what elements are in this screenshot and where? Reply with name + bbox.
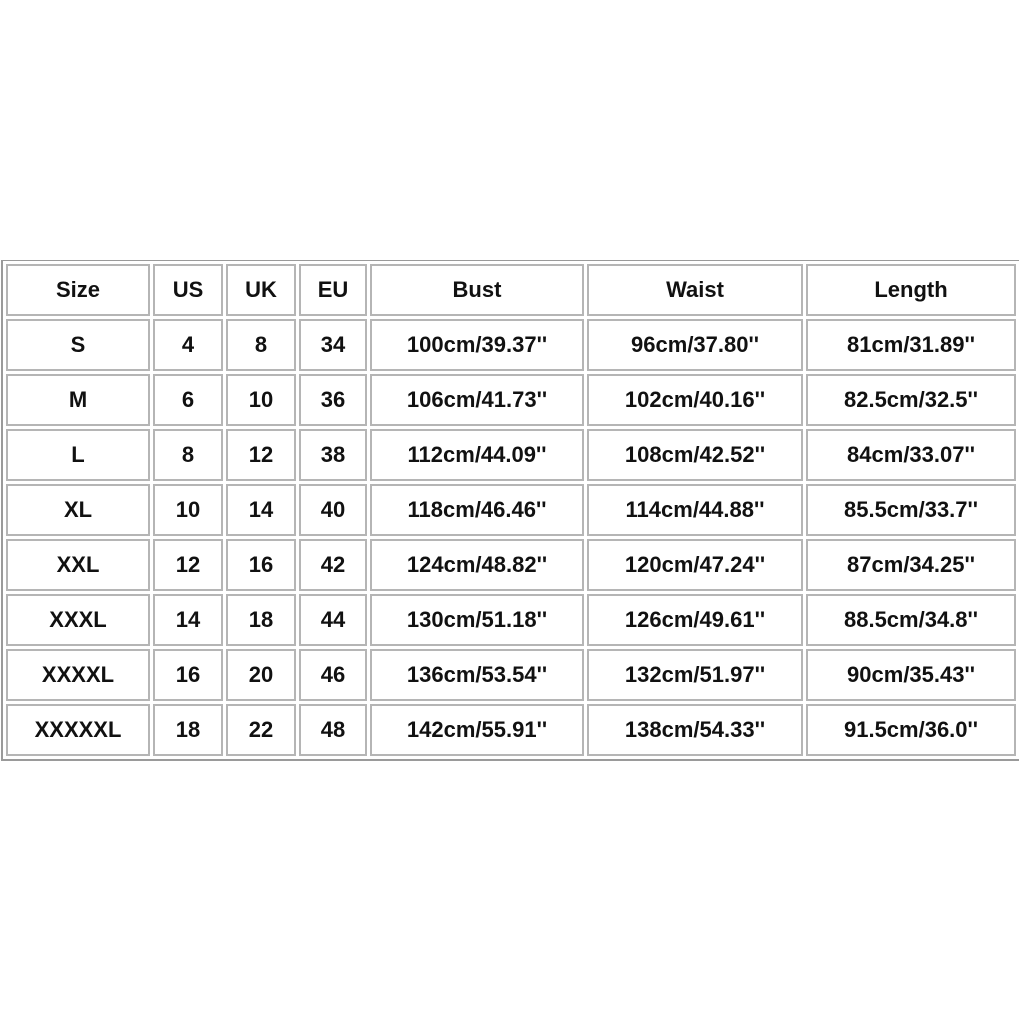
table-row bbox=[6, 484, 1016, 536]
cell-uk: 18 bbox=[226, 594, 296, 646]
cell-us: 4 bbox=[153, 319, 223, 371]
cell-eu: 42 bbox=[299, 539, 367, 591]
cell-waist: 96cm/37.80'' bbox=[587, 319, 803, 371]
cell-us: 12 bbox=[153, 539, 223, 591]
cell-uk: 12 bbox=[226, 429, 296, 481]
cell-length: 82.5cm/32.5'' bbox=[806, 374, 1016, 426]
cell-waist: 114cm/44.88'' bbox=[587, 484, 803, 536]
header-length: Length bbox=[806, 264, 1016, 316]
cell-waist: 120cm/47.24'' bbox=[587, 539, 803, 591]
cell-length: 88.5cm/34.8'' bbox=[806, 594, 1016, 646]
cell-bust: 130cm/51.18'' bbox=[370, 594, 584, 646]
cell-eu: 48 bbox=[299, 704, 367, 756]
cell-uk: 22 bbox=[226, 704, 296, 756]
table-row bbox=[6, 374, 1016, 426]
header-eu: EU bbox=[299, 264, 367, 316]
cell-uk: 20 bbox=[226, 649, 296, 701]
cell-length: 84cm/33.07'' bbox=[806, 429, 1016, 481]
cell-waist: 102cm/40.16'' bbox=[587, 374, 803, 426]
cell-eu: 40 bbox=[299, 484, 367, 536]
cell-bust: 106cm/41.73'' bbox=[370, 374, 584, 426]
cell-eu: 46 bbox=[299, 649, 367, 701]
header-uk: UK bbox=[226, 264, 296, 316]
cell-us: 6 bbox=[153, 374, 223, 426]
cell-size: S bbox=[6, 319, 150, 371]
size-chart-body bbox=[6, 319, 1016, 756]
header-size: Size bbox=[6, 264, 150, 316]
cell-length: 87cm/34.25'' bbox=[806, 539, 1016, 591]
cell-bust: 112cm/44.09'' bbox=[370, 429, 584, 481]
table-row bbox=[6, 594, 1016, 646]
cell-bust: 118cm/46.46'' bbox=[370, 484, 584, 536]
header-bust: Bust bbox=[370, 264, 584, 316]
cell-us: 18 bbox=[153, 704, 223, 756]
header-waist: Waist bbox=[587, 264, 803, 316]
cell-us: 16 bbox=[153, 649, 223, 701]
cell-length: 91.5cm/36.0'' bbox=[806, 704, 1016, 756]
cell-bust: 142cm/55.91'' bbox=[370, 704, 584, 756]
cell-length: 90cm/35.43'' bbox=[806, 649, 1016, 701]
table-row bbox=[6, 319, 1016, 371]
cell-bust: 124cm/48.82'' bbox=[370, 539, 584, 591]
cell-eu: 36 bbox=[299, 374, 367, 426]
table-row bbox=[6, 704, 1016, 756]
cell-size: L bbox=[6, 429, 150, 481]
table-row bbox=[6, 429, 1016, 481]
table-row bbox=[6, 539, 1016, 591]
cell-waist: 126cm/49.61'' bbox=[587, 594, 803, 646]
cell-us: 8 bbox=[153, 429, 223, 481]
cell-eu: 34 bbox=[299, 319, 367, 371]
cell-uk: 14 bbox=[226, 484, 296, 536]
cell-uk: 10 bbox=[226, 374, 296, 426]
cell-us: 10 bbox=[153, 484, 223, 536]
cell-size: XXL bbox=[6, 539, 150, 591]
cell-size: XXXXXL bbox=[6, 704, 150, 756]
cell-size: XXXXL bbox=[6, 649, 150, 701]
cell-uk: 8 bbox=[226, 319, 296, 371]
cell-size: M bbox=[6, 374, 150, 426]
cell-waist: 132cm/51.97'' bbox=[587, 649, 803, 701]
size-chart-table bbox=[1, 260, 1019, 761]
cell-size: XL bbox=[6, 484, 150, 536]
cell-waist: 108cm/42.52'' bbox=[587, 429, 803, 481]
cell-length: 81cm/31.89'' bbox=[806, 319, 1016, 371]
table-row bbox=[6, 649, 1016, 701]
cell-waist: 138cm/54.33'' bbox=[587, 704, 803, 756]
cell-us: 14 bbox=[153, 594, 223, 646]
table-header-row bbox=[6, 264, 1016, 316]
header-us: US bbox=[153, 264, 223, 316]
cell-size: XXXL bbox=[6, 594, 150, 646]
cell-bust: 136cm/53.54'' bbox=[370, 649, 584, 701]
cell-uk: 16 bbox=[226, 539, 296, 591]
cell-length: 85.5cm/33.7'' bbox=[806, 484, 1016, 536]
cell-eu: 38 bbox=[299, 429, 367, 481]
cell-bust: 100cm/39.37'' bbox=[370, 319, 584, 371]
cell-eu: 44 bbox=[299, 594, 367, 646]
